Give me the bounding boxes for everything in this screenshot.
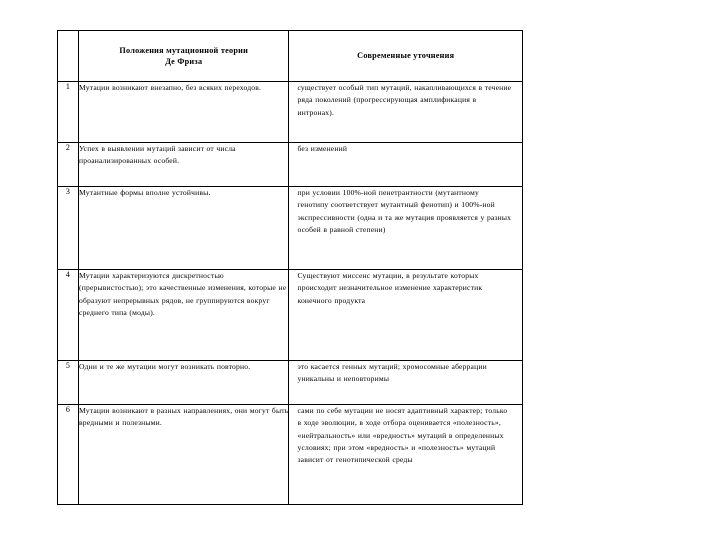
- row-number-cell: 2: [58, 143, 79, 187]
- table-row: [58, 187, 523, 270]
- row-clarification-cell: сами по себе мутации не носят адаптивный характер; только в ходе эволюции, в ходе отбора оценивается «полезность», «нейтральность» или «вредность» мутаций в определенных условиях; при этом «вредность» и «полезность» мутаций зависит от генотипической среды: [289, 405, 523, 505]
- header-de-vries-title: [79, 45, 288, 68]
- row-statement-cell: Мутации возникают в разных направлениях, они могут быть вредными и полезными.: [79, 405, 289, 505]
- row-statement-cell: Мутации характеризуются дискретностью (прерывистостью); это качественные изменения, которые не образуют непрерывных рядов, не группируются вокруг среднего типа (моды).: [79, 270, 289, 361]
- row-clarification-cell: без изменений: [289, 143, 523, 187]
- row-statement-cell: Мутантные формы вполне устойчивы.: [79, 187, 289, 270]
- row-clarification-cell: Существуют миссенс мутации, в результате которых происходит незначительное изменение характеристик конечного продукта: [289, 270, 523, 361]
- mutation-theory-table: [57, 30, 523, 505]
- table-row: [58, 361, 523, 405]
- row-number-cell: 3: [58, 187, 79, 270]
- header-de-vries-line2: Де Фриза: [165, 57, 203, 66]
- row-number-cell: 5: [58, 361, 79, 405]
- table-row: [58, 82, 523, 143]
- table-row: [58, 143, 523, 187]
- header-modern-clarifications-title: Современные уточнения: [357, 51, 455, 61]
- table-header-row: [58, 31, 523, 82]
- mutation-theory-table-wrapper: [57, 30, 523, 497]
- row-number-cell: 6: [58, 405, 79, 505]
- row-clarification-cell: существует особый тип мутаций, накапливающихся в течение ряда поколений (прогрессирующая амплификация в интронах).: [289, 82, 523, 143]
- header-cell-modern-clarifications: [289, 31, 523, 82]
- row-number-cell: 1: [58, 82, 79, 143]
- header-cell-number: [58, 31, 79, 82]
- table-row: [58, 405, 523, 505]
- row-clarification-cell: это касается генных мутаций; хромосомные аберрации уникальны и неповторимы: [289, 361, 523, 405]
- header-cell-de-vries-theory: [79, 31, 289, 82]
- row-number-cell: 4: [58, 270, 79, 361]
- row-statement-cell: Успех в выявлении мутаций зависит от числа проанализированных особей.: [79, 143, 289, 187]
- row-clarification-cell: при условии 100%-ной пенетрантности (мутантному генотипу соответствует мутантный фенотип) и 100%-ной экспрессивности (одна и та же мутация проявляется у разных особей в равной степени): [289, 187, 523, 270]
- header-de-vries-line1: Положения мутационной теории: [119, 45, 249, 55]
- table-row: [58, 270, 523, 361]
- row-statement-cell: Мутации возникают внезапно, без всяких переходов.: [79, 82, 289, 143]
- row-statement-cell: Одни и те же мутации могут возникать повторно.: [79, 361, 289, 405]
